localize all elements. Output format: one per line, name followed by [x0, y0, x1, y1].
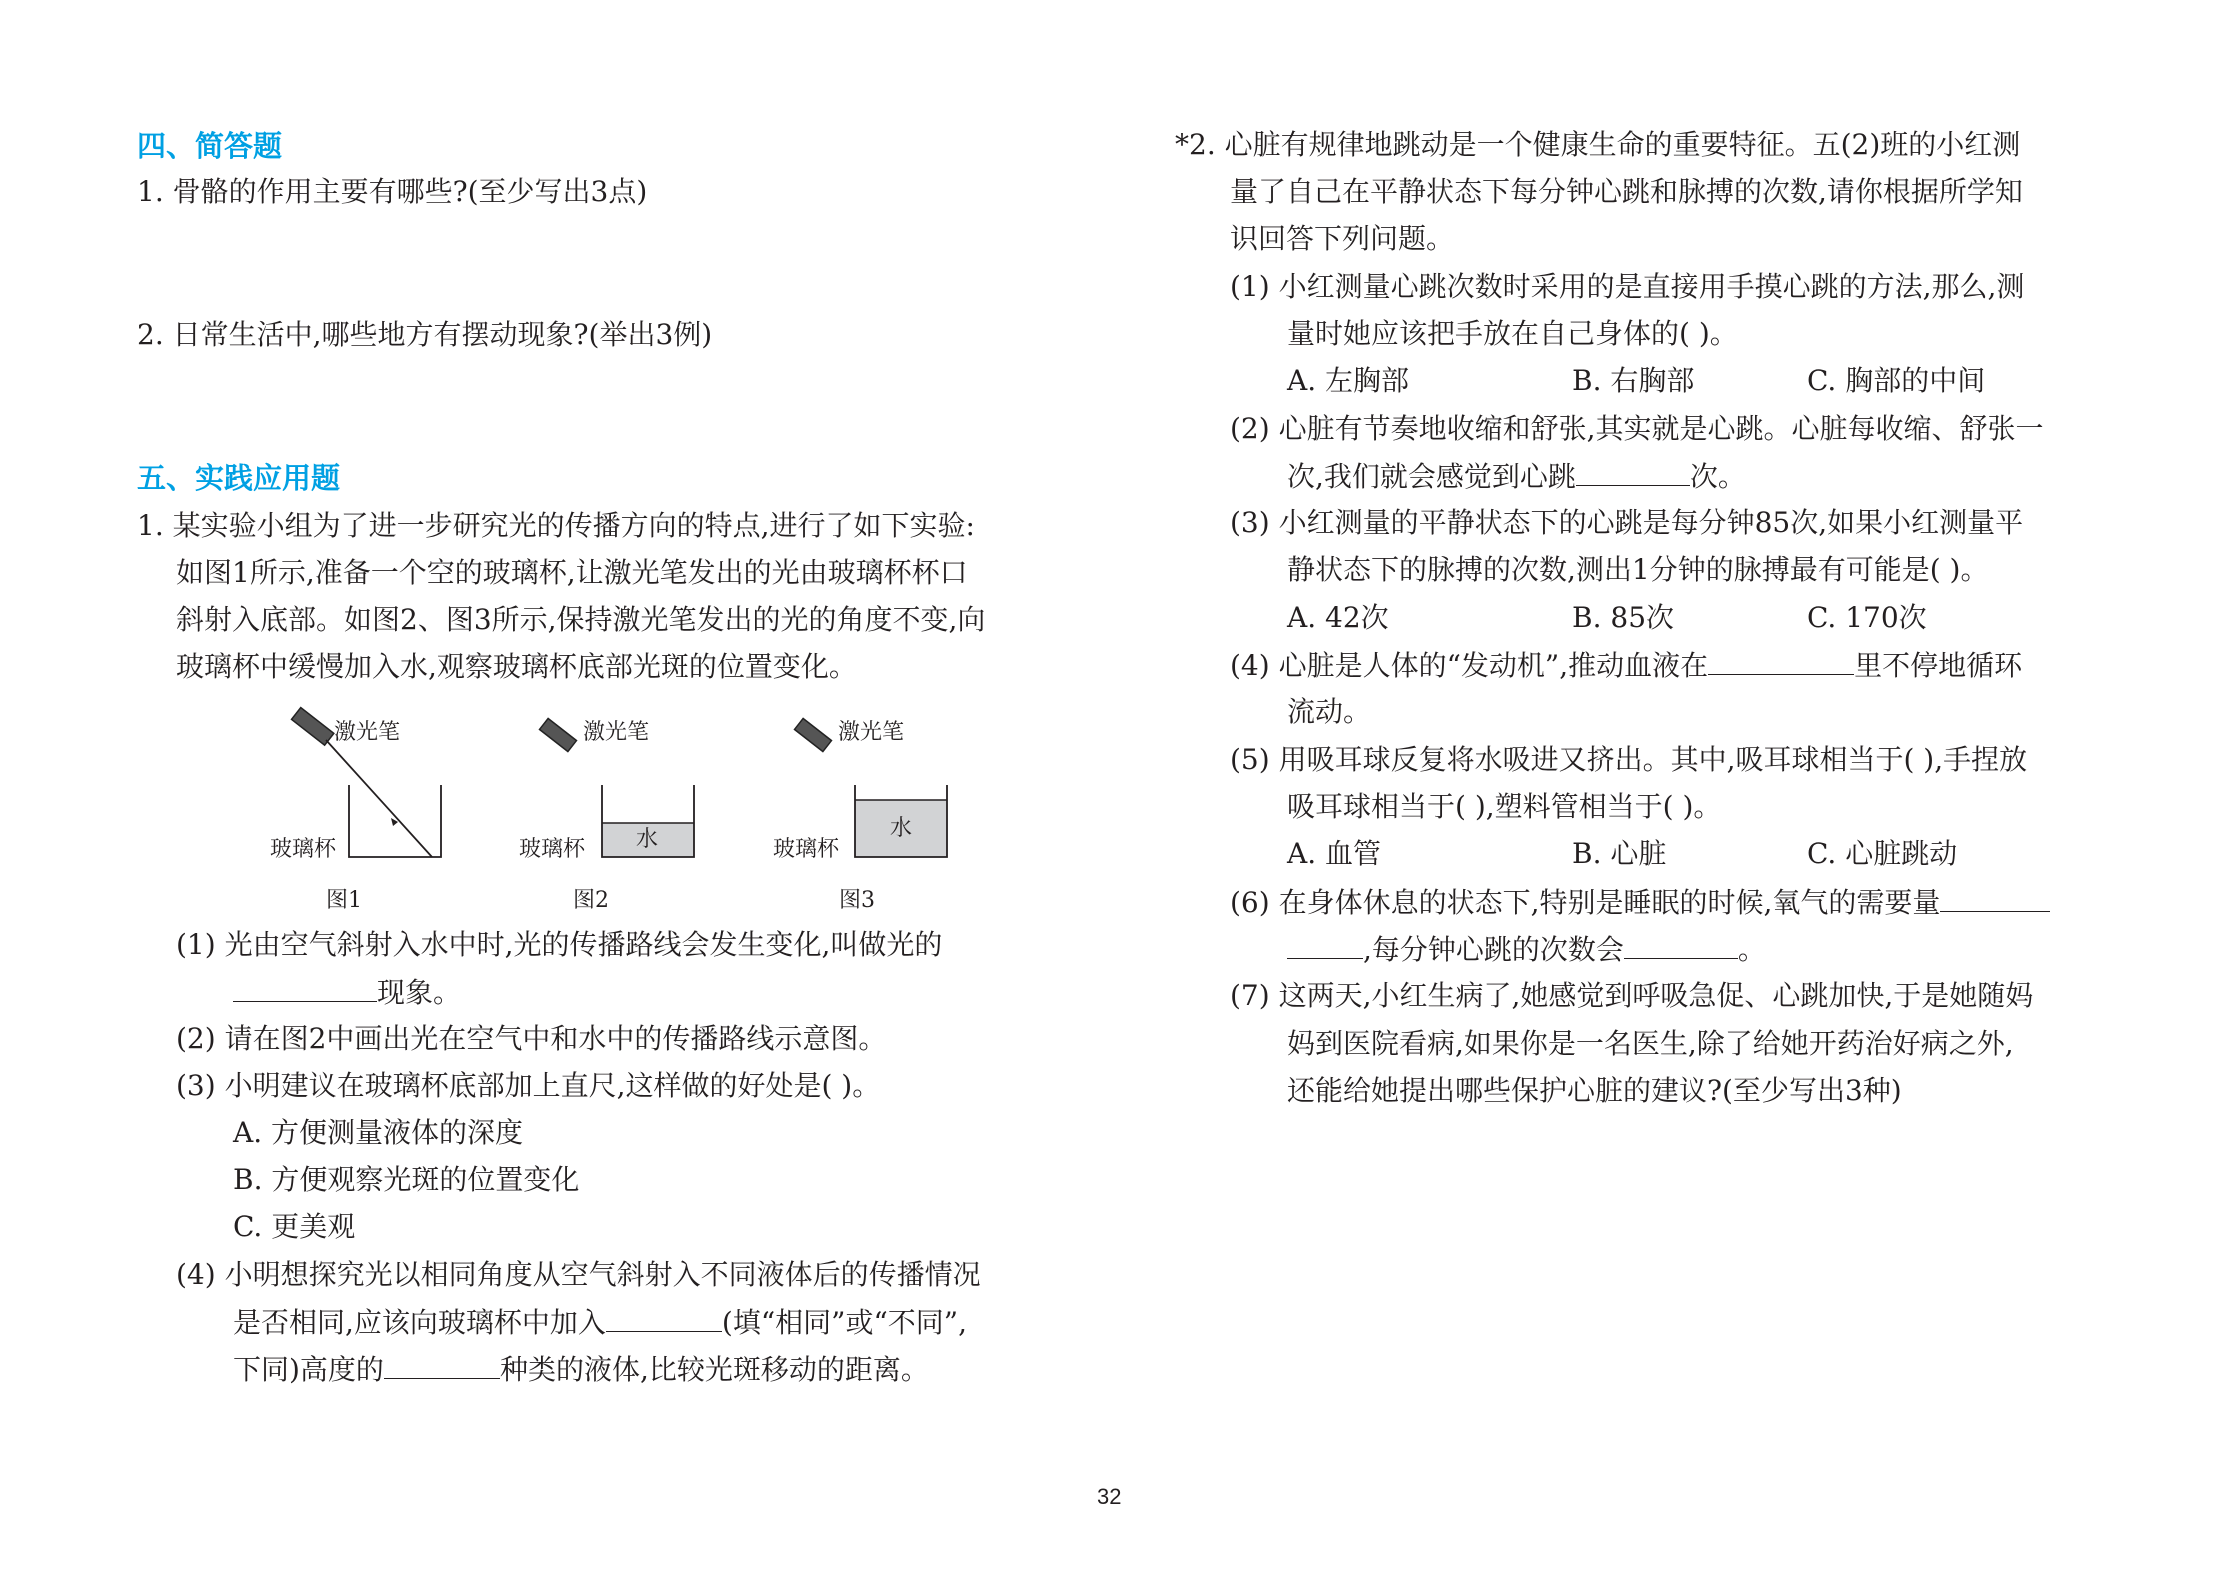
- q2-part-4-cont: 流动。: [1287, 695, 1372, 728]
- s5-q1-intro-line: 如图1所示,准备一个空的玻璃杯,让激光笔发出的光由玻璃杯杯口: [176, 556, 968, 589]
- answer-blank[interactable]: [1287, 932, 1363, 959]
- answer-blank[interactable]: [1624, 932, 1738, 959]
- s5-q1-intro-line: 1. 某实验小组为了进一步研究光的传播方向的特点,进行了如下实验:: [137, 509, 975, 542]
- q2-part-1: (1) 小红测量心跳次数时采用的是直接用手摸心跳的方法,那么,测: [1230, 270, 2025, 303]
- q2-part-6-cont: ,每分钟心跳的次数会 。: [1287, 932, 1766, 967]
- water-label: 水: [890, 816, 913, 841]
- option-c: C. 心脏跳动: [1807, 837, 1958, 870]
- cup-label: 玻璃杯: [270, 837, 337, 862]
- option-c: C. 170次: [1807, 601, 1927, 634]
- laser-label: 激光笔: [334, 720, 401, 745]
- s4-question-2: 2. 日常生活中,哪些地方有摆动现象?(举出3例): [137, 318, 713, 351]
- laser-label: 激光笔: [583, 720, 650, 745]
- laser-pen-icon: [795, 718, 832, 751]
- figure-2: [519, 718, 694, 913]
- q2-part-1-cont: 量时她应该把手放在自己身体的( )。: [1287, 317, 1738, 350]
- s5-q1-part-1: (1) 光由空气斜射入水中时,光的传播路线会发生变化,叫做光的: [176, 928, 943, 961]
- q2-part-3: (3) 小红测量的平静状态下的心跳是每分钟85次,如果小红测量平: [1230, 506, 2024, 539]
- q2-part-2-cont: 次,我们就会感觉到心跳 次。: [1287, 460, 1746, 493]
- option-a: A. 左胸部: [1287, 364, 1410, 397]
- q2-part-2: (2) 心脏有节奏地收缩和舒张,其实就是心跳。心脏每收缩、舒张一: [1230, 412, 2044, 445]
- q2-intro-line: 量了自己在平静状态下每分钟心跳和脉搏的次数,请你根据所学知: [1230, 175, 2023, 208]
- q2-part-4: (4) 心脏是人体的“发动机”,推动血液在 里不停地循环: [1230, 649, 2023, 682]
- answer-blank[interactable]: [1576, 459, 1690, 486]
- cup-label: 玻璃杯: [773, 837, 840, 862]
- s4-question-1: 1. 骨骼的作用主要有哪些?(至少写出3点): [137, 175, 648, 208]
- answer-blank[interactable]: [606, 1305, 722, 1332]
- figure-caption: 图1: [326, 888, 362, 913]
- figure-caption: 图2: [573, 888, 609, 913]
- s5-q1-intro-line: 玻璃杯中缓慢加入水,观察玻璃杯底部光斑的位置变化。: [176, 650, 857, 683]
- figure-caption: 图3: [839, 888, 875, 913]
- s5-q1-intro-line: 斜射入底部。如图2、图3所示,保持激光笔发出的光的角度不变,向: [176, 603, 986, 636]
- option-b: B. 右胸部: [1572, 364, 1695, 397]
- section-5-heading: 五、实践应用题: [137, 461, 341, 495]
- answer-blank[interactable]: [1708, 648, 1854, 675]
- s5-q1-part-4: (4) 小明想探究光以相同角度从空气斜射入不同液体后的传播情况: [176, 1258, 981, 1291]
- q2-intro-line: 识回答下列问题。: [1230, 222, 1455, 255]
- answer-blank[interactable]: [384, 1352, 500, 1379]
- laser-pen-icon: [292, 708, 334, 746]
- option-c: C. 胸部的中间: [1807, 364, 1986, 397]
- light-ray: [326, 740, 432, 857]
- option-a: A. 42次: [1287, 601, 1389, 634]
- option-b: B. 85次: [1572, 601, 1675, 634]
- option-a: A. 血管: [1287, 837, 1382, 870]
- q2-part-7: (7) 这两天,小红生病了,她感觉到呼吸急促、心跳加快,于是她随妈: [1230, 979, 2034, 1012]
- answer-blank[interactable]: [1940, 885, 2050, 912]
- s5-q1-part-4-cont: 下同)高度的 种类的液体,比较光斑移动的距离。: [233, 1353, 929, 1386]
- page-number: 32: [1097, 1484, 1122, 1509]
- option-c: C. 更美观: [233, 1210, 356, 1243]
- s5-q1-part-1-cont: 现象。: [233, 975, 461, 1010]
- option-b: B. 方便观察光斑的位置变化: [233, 1163, 580, 1196]
- laser-label: 激光笔: [838, 720, 905, 745]
- water-label: 水: [636, 827, 659, 852]
- figure-1: [270, 708, 441, 913]
- s5-q1-part-4-cont: 是否相同,应该向玻璃杯中加入 (填“相同”或“不同”,: [233, 1306, 967, 1339]
- q2-part-7-cont: 妈到医院看病,如果你是一名医生,除了给她开药治好病之外,: [1287, 1027, 2014, 1060]
- q2-part-3-cont: 静状态下的脉搏的次数,测出1分钟的脉搏最有可能是( )。: [1287, 553, 1989, 586]
- laser-pen-icon: [540, 718, 577, 751]
- option-b: B. 心脏: [1572, 837, 1667, 870]
- q2-intro-line: *2. 心脏有规律地跳动是一个健康生命的重要特征。五(2)班的小红测: [1175, 128, 2021, 161]
- option-a: A. 方便测量液体的深度: [233, 1116, 524, 1149]
- q2-part-5-cont: 吸耳球相当于( ),塑料管相当于( )。: [1287, 790, 1722, 823]
- answer-blank[interactable]: [233, 975, 377, 1002]
- figure-3: [773, 718, 947, 913]
- s5-q1-part-3: (3) 小明建议在玻璃杯底部加上直尺,这样做的好处是( )。: [176, 1069, 881, 1102]
- q2-part-6: (6) 在身体休息的状态下,特别是睡眠的时候,氧气的需要量: [1230, 885, 2050, 920]
- q2-part-5: (5) 用吸耳球反复将水吸进又挤出。其中,吸耳球相当于( ),手捏放: [1230, 743, 2028, 776]
- s5-q1-part-2: (2) 请在图2中画出光在空气中和水中的传播路线示意图。: [176, 1022, 887, 1055]
- cup-label: 玻璃杯: [519, 837, 586, 862]
- q2-part-7-cont: 还能给她提出哪些保护心脏的建议?(至少写出3种): [1287, 1074, 1902, 1107]
- section-4-heading: 四、简答题: [137, 129, 283, 163]
